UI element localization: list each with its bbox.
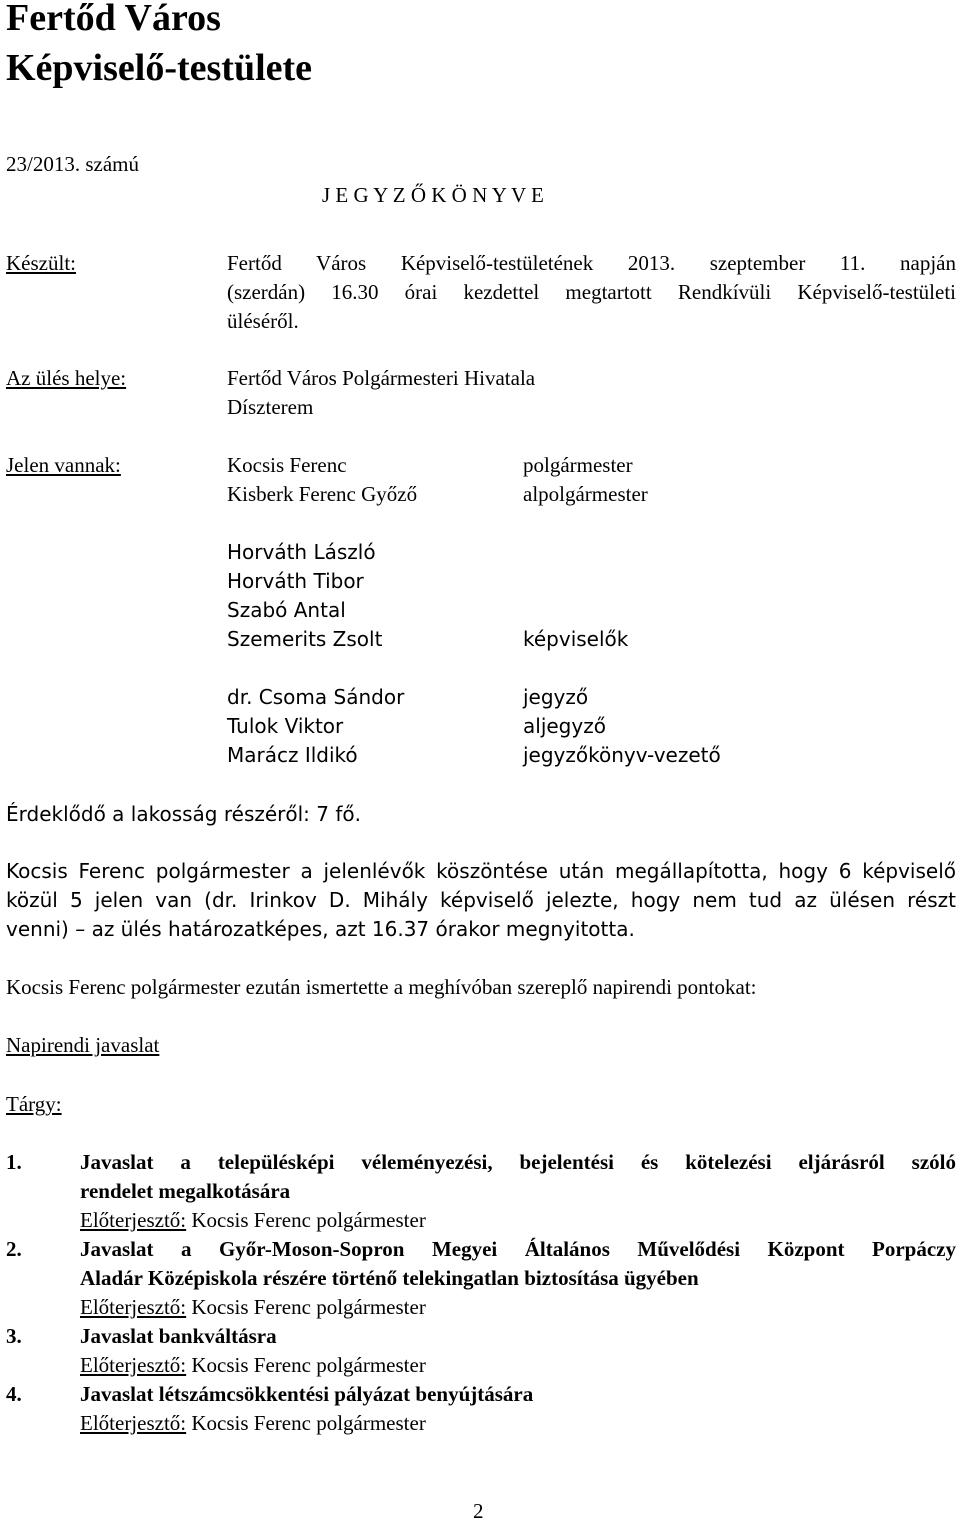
subject-label: Tárgy: (6, 1092, 62, 1116)
attendees-label: Jelen vannak: (6, 453, 121, 477)
attendee-name: Tulok Viktor (227, 714, 344, 738)
hely-line-1: Fertőd Város Polgármesteri Hivatala (227, 366, 536, 390)
attendee-role: alpolgármester (523, 482, 648, 506)
agenda-item-number: 1. (6, 1150, 22, 1174)
agenda-item-title: Javaslat a Győr-Moson-Sopron Megyei Általános Művelődési Központ Porpáczy (80, 1237, 956, 1261)
agenda-item-number: 3. (6, 1324, 22, 1348)
agenda-item-title: rendelet megalkotására (80, 1179, 291, 1203)
opening-line-2: közül 5 jelen van (dr. Irinkov D. Mihály képviselő jelezte, hogy nem tud az ülésen részt (6, 888, 956, 912)
attendee-name: Marácz Ildikó (227, 743, 358, 767)
presenter-value: Kocsis Ferenc polgármester (191, 1208, 426, 1232)
agenda-item-number: 4. (6, 1382, 22, 1406)
keszult-line-2: (szerdán) 16.30 órai kezdettel megtartott Rendkívüli Képviselő-testületi (227, 280, 956, 304)
presenter-value: Kocsis Ferenc polgármester (191, 1295, 426, 1319)
attendee-name: dr. Csoma Sándor (227, 685, 405, 709)
agenda-item-title: Aladár Középiskola részére történő telekingatlan biztosítása ügyében (80, 1266, 699, 1290)
presenter-value: Kocsis Ferenc polgármester (191, 1411, 426, 1435)
attendee-name: Kisberk Ferenc Győző (227, 482, 418, 506)
keszult-line-1: Fertőd Város Képviselő-testületének 2013. szeptember 11. napján (227, 251, 956, 275)
document-title-line2: Képviselő-testülete (6, 47, 313, 89)
attendee-name: Kocsis Ferenc (227, 453, 347, 477)
presenter-label: Előterjesztő: (80, 1295, 187, 1319)
agenda-item-number: 2. (6, 1237, 22, 1261)
presenter-value: Kocsis Ferenc polgármester (191, 1353, 426, 1377)
agenda-item-presenter (80, 1409, 426, 1438)
hely-label: Az ülés helye: (6, 366, 127, 390)
agenda-item-presenter (80, 1293, 426, 1322)
presenter-label: Előterjesztő: (80, 1208, 187, 1232)
hely-line-2: Díszterem (227, 395, 314, 419)
attendee-name: Szabó Antal (227, 598, 346, 622)
agenda-item-presenter (80, 1206, 426, 1235)
attendee-name: Szemerits Zsolt (227, 627, 383, 651)
keszult-line-3: üléséről. (227, 309, 299, 333)
attendee-name: Horváth László (227, 540, 376, 564)
agenda-item-title: Javaslat a településképi véleményezési, bejelentési és kötelezési eljárásról szóló (80, 1150, 956, 1174)
keszult-label: Készült: (6, 251, 76, 275)
agenda-item-title: Javaslat bankváltásra (80, 1324, 277, 1348)
attendee-role: jegyző (523, 685, 589, 709)
agenda-heading: Napirendi javaslat (6, 1033, 160, 1057)
attendee-role: aljegyző (523, 714, 606, 738)
document-title-line1: Fertőd Város (6, 0, 221, 39)
attendee-role: polgármester (523, 453, 633, 477)
opening-line-3: venni) – az ülés határozatképes, azt 16.37 órakor megnyitotta. (6, 917, 635, 941)
document-type: J E G Y Z Ő K Ö N Y V E (322, 183, 544, 207)
presenter-label: Előterjesztő: (80, 1353, 187, 1377)
presenter-label: Előterjesztő: (80, 1411, 187, 1435)
attendee-name: Horváth Tibor (227, 569, 364, 593)
agenda-intro: Kocsis Ferenc polgármester ezután ismertette a meghívóban szereplő napirendi pontokat: (6, 975, 757, 999)
agenda-item-title: Javaslat létszámcsökkentési pályázat benyújtására (80, 1382, 534, 1406)
attendee-role: jegyzőkönyv-vezető (523, 743, 721, 767)
public-attendance: Érdeklődő a lakosság részéről: 7 fő. (6, 802, 361, 826)
attendee-role: képviselők (523, 627, 629, 651)
page-number: 2 (473, 1499, 484, 1523)
opening-line-1: Kocsis Ferenc polgármester a jelenlévők köszöntése után megállapította, hogy 6 képviselő (6, 859, 956, 883)
document-number: 23/2013. számú (6, 152, 139, 176)
agenda-item-presenter (80, 1351, 426, 1380)
